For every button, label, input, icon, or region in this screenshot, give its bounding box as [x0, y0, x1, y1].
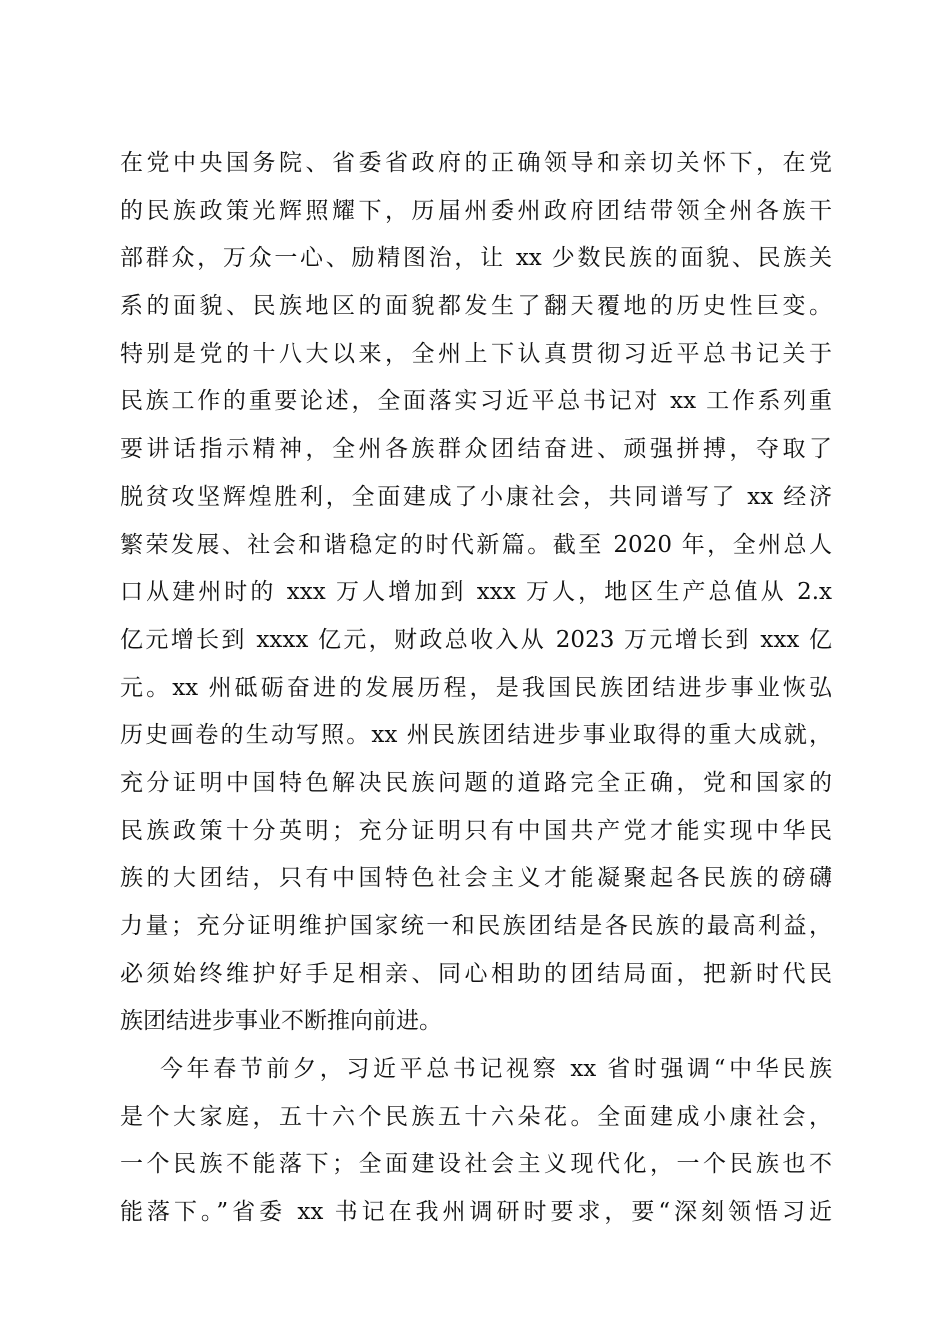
text-line: 必须始终维护好手足相亲、同心相助的团结局面，把新时代民 [120, 960, 832, 987]
text-line: 民族政策十分英明；充分证明只有中国共产党才能实现中华民 [120, 817, 832, 844]
text-line: 族团结进步事业不断推向前进。 [120, 1008, 442, 1035]
text-line: 要讲话指示精神，全州各族群众团结奋进、顽强拼搏，夺取了 [120, 436, 832, 463]
text-line: 的民族政策光辉照耀下，历届州委州政府团结带领全州各族干 [120, 197, 832, 224]
text-line: 一个民族不能落下；全面建设社会主义现代化，一个民族也不 [120, 1151, 832, 1178]
text-line: 能落下。”省委 xx 书记在我州调研时要求，要“深刻领悟习近 [120, 1199, 832, 1226]
text-line: 部群众，万众一心、励精图治，让 xx 少数民族的面貌、民族关 [120, 245, 832, 272]
text-line: 繁荣发展、社会和谐稳定的时代新篇。截至 2020 年，全州总人 [120, 531, 832, 558]
text-line: 在党中央国务院、省委省政府的正确领导和亲切关怀下，在党 [120, 150, 832, 176]
document-body [120, 140, 832, 1237]
text-line: 力量；充分证明维护国家统一和民族团结是各民族的最高利益， [120, 913, 832, 939]
text-line: 脱贫攻坚辉煌胜利，全面建成了小康社会，共同谱写了 xx 经济 [120, 483, 832, 510]
text-line: 充分证明中国特色解决民族问题的道路完全正确，党和国家的 [120, 769, 832, 796]
text-line: 特别是党的十八大以来，全州上下认真贯彻习近平总书记关于 [120, 340, 832, 367]
text-line: 系的面貌、民族地区的面貌都发生了翻天覆地的历史性巨变。 [120, 293, 832, 320]
text-line: 元。xx 州砥砺奋进的发展历程，是我国民族团结进步事业恢弘 [120, 674, 832, 701]
text-line: 今年春节前夕，习近平总书记视察 xx 省时强调“中华民族 [160, 1056, 832, 1083]
text-line: 历史画卷的生动写照。xx 州民族团结进步事业取得的重大成就， [120, 722, 832, 749]
paragraph-1 [120, 140, 832, 1046]
text-line: 亿元增长到 xxxx 亿元，财政总收入从 2023 万元增长到 xxx 亿 [120, 626, 832, 653]
text-line: 是个大家庭，五十六个民族五十六朵花。全面建成小康社会， [120, 1103, 832, 1130]
text-line: 族的大团结，只有中国特色社会主义才能凝聚起各民族的磅礴 [120, 865, 832, 892]
text-line: 民族工作的重要论述，全面落实习近平总书记对 xx 工作系列重 [120, 388, 832, 415]
paragraph-2 [120, 1046, 832, 1237]
text-line: 口从建州时的 xxx 万人增加到 xxx 万人，地区生产总值从 2.x [120, 579, 832, 606]
